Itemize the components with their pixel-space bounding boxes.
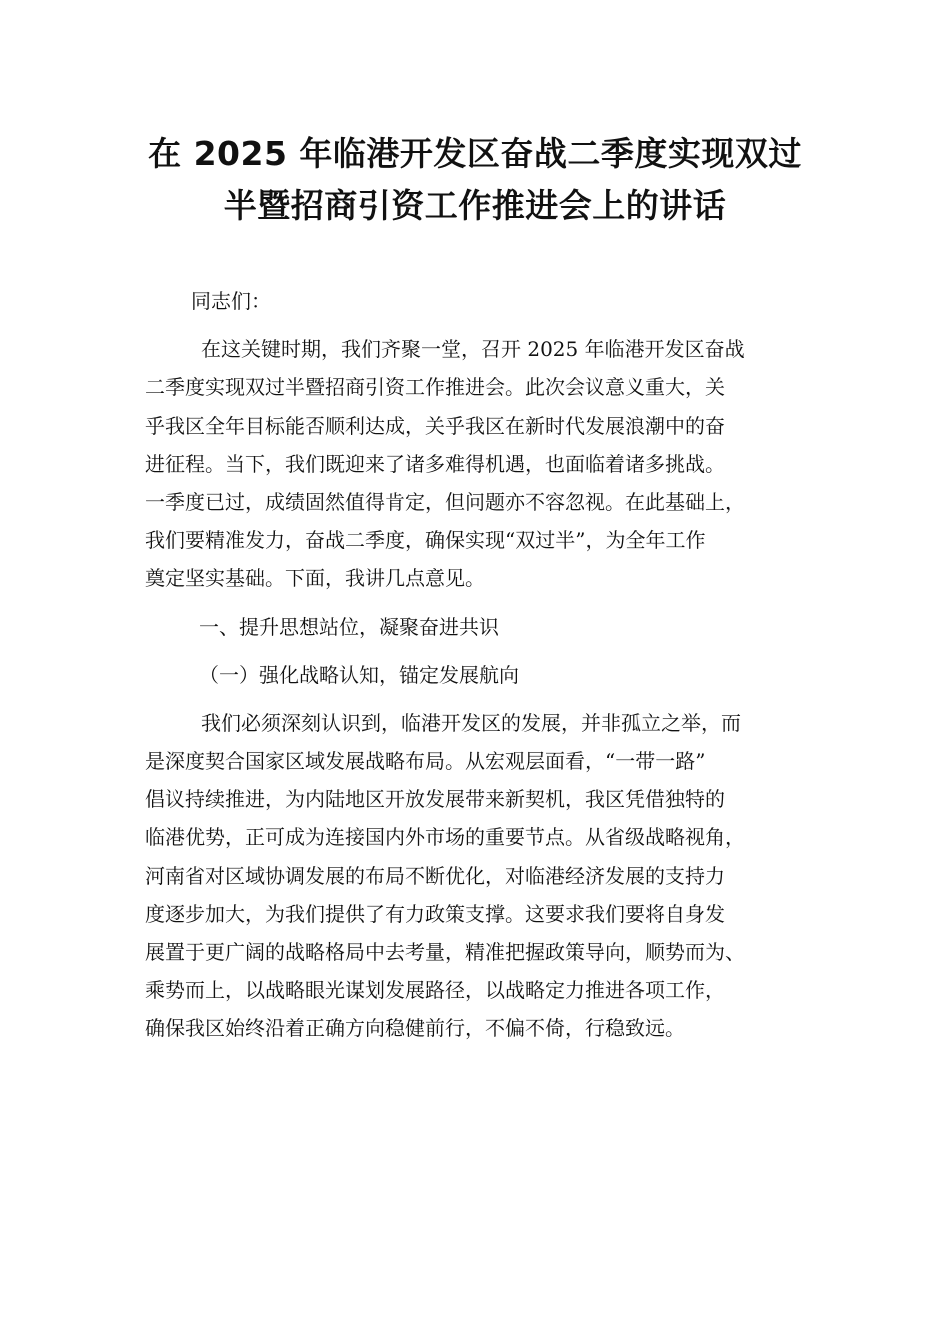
paragraph-line: 乘势而上，以战略眼光谋划发展路径，以战略定力推进各项工作， bbox=[145, 978, 725, 1003]
section-heading: 一、提升思想站位，凝聚奋进共识 bbox=[199, 614, 499, 639]
document-title bbox=[100, 128, 850, 232]
intro-paragraph bbox=[145, 330, 825, 597]
paragraph-line: 我们要精准发力，奋战二季度，确保实现“双过半”，为全年工作 bbox=[145, 528, 706, 553]
paragraph-line: 是深度契合国家区域发展战略布局。从宏观层面看，“一带一路” bbox=[145, 749, 706, 774]
paragraph-line: 度逐步加大，为我们提供了有力政策支撑。这要求我们要将自身发 bbox=[145, 901, 725, 926]
paragraph-line: 进征程。当下，我们既迎来了诸多难得机遇，也面临着诸多挑战。 bbox=[145, 451, 725, 476]
paragraph-line: 河南省对区域协调发展的布局不断优化，对临港经济发展的支持力 bbox=[145, 863, 725, 888]
paragraph-line: 倡议持续推进，为内陆地区开放发展带来新契机，我区凭借独特的 bbox=[145, 787, 725, 812]
document-body bbox=[145, 282, 825, 1048]
paragraph-line: 确保我区始终沿着正确方向稳健前行，不偏不倚，行稳致远。 bbox=[145, 1016, 685, 1041]
body-paragraph bbox=[145, 704, 825, 1048]
paragraph-line: 奠定坚实基础。下面，我讲几点意见。 bbox=[145, 566, 485, 591]
paragraph-line: 一季度已过，成绩固然值得肯定，但问题亦不容忽视。在此基础上， bbox=[145, 489, 745, 514]
paragraph-line: 展置于更广阔的战略格局中去考量，精准把握政策导向，顺势而为、 bbox=[145, 940, 745, 964]
paragraph-line: 在这关键时期，我们齐聚一堂，召开 2025 年临港开发区奋战 bbox=[201, 337, 745, 362]
subsection-heading: （一）强化战略认知，锚定发展航向 bbox=[199, 662, 519, 687]
paragraph-line: 乎我区全年目标能否顺利达成，关乎我区在新时代发展浪潮中的奋 bbox=[145, 413, 725, 438]
title-line-2: 半暨招商引资工作推进会上的讲话 bbox=[223, 186, 727, 225]
title-line-1: 在 2025 年临港开发区奋战二季度实现双过 bbox=[148, 134, 802, 173]
paragraph-line: 我们必须深刻认识到，临港开发区的发展，并非孤立之举，而 bbox=[201, 710, 741, 735]
paragraph-line: 二季度实现双过半暨招商引资工作推进会。此次会议意义重大，关 bbox=[145, 375, 725, 400]
salutation: 同志们： bbox=[191, 289, 271, 313]
paragraph-line: 临港优势，正可成为连接国内外市场的重要节点。从省级战略视角， bbox=[145, 825, 745, 850]
